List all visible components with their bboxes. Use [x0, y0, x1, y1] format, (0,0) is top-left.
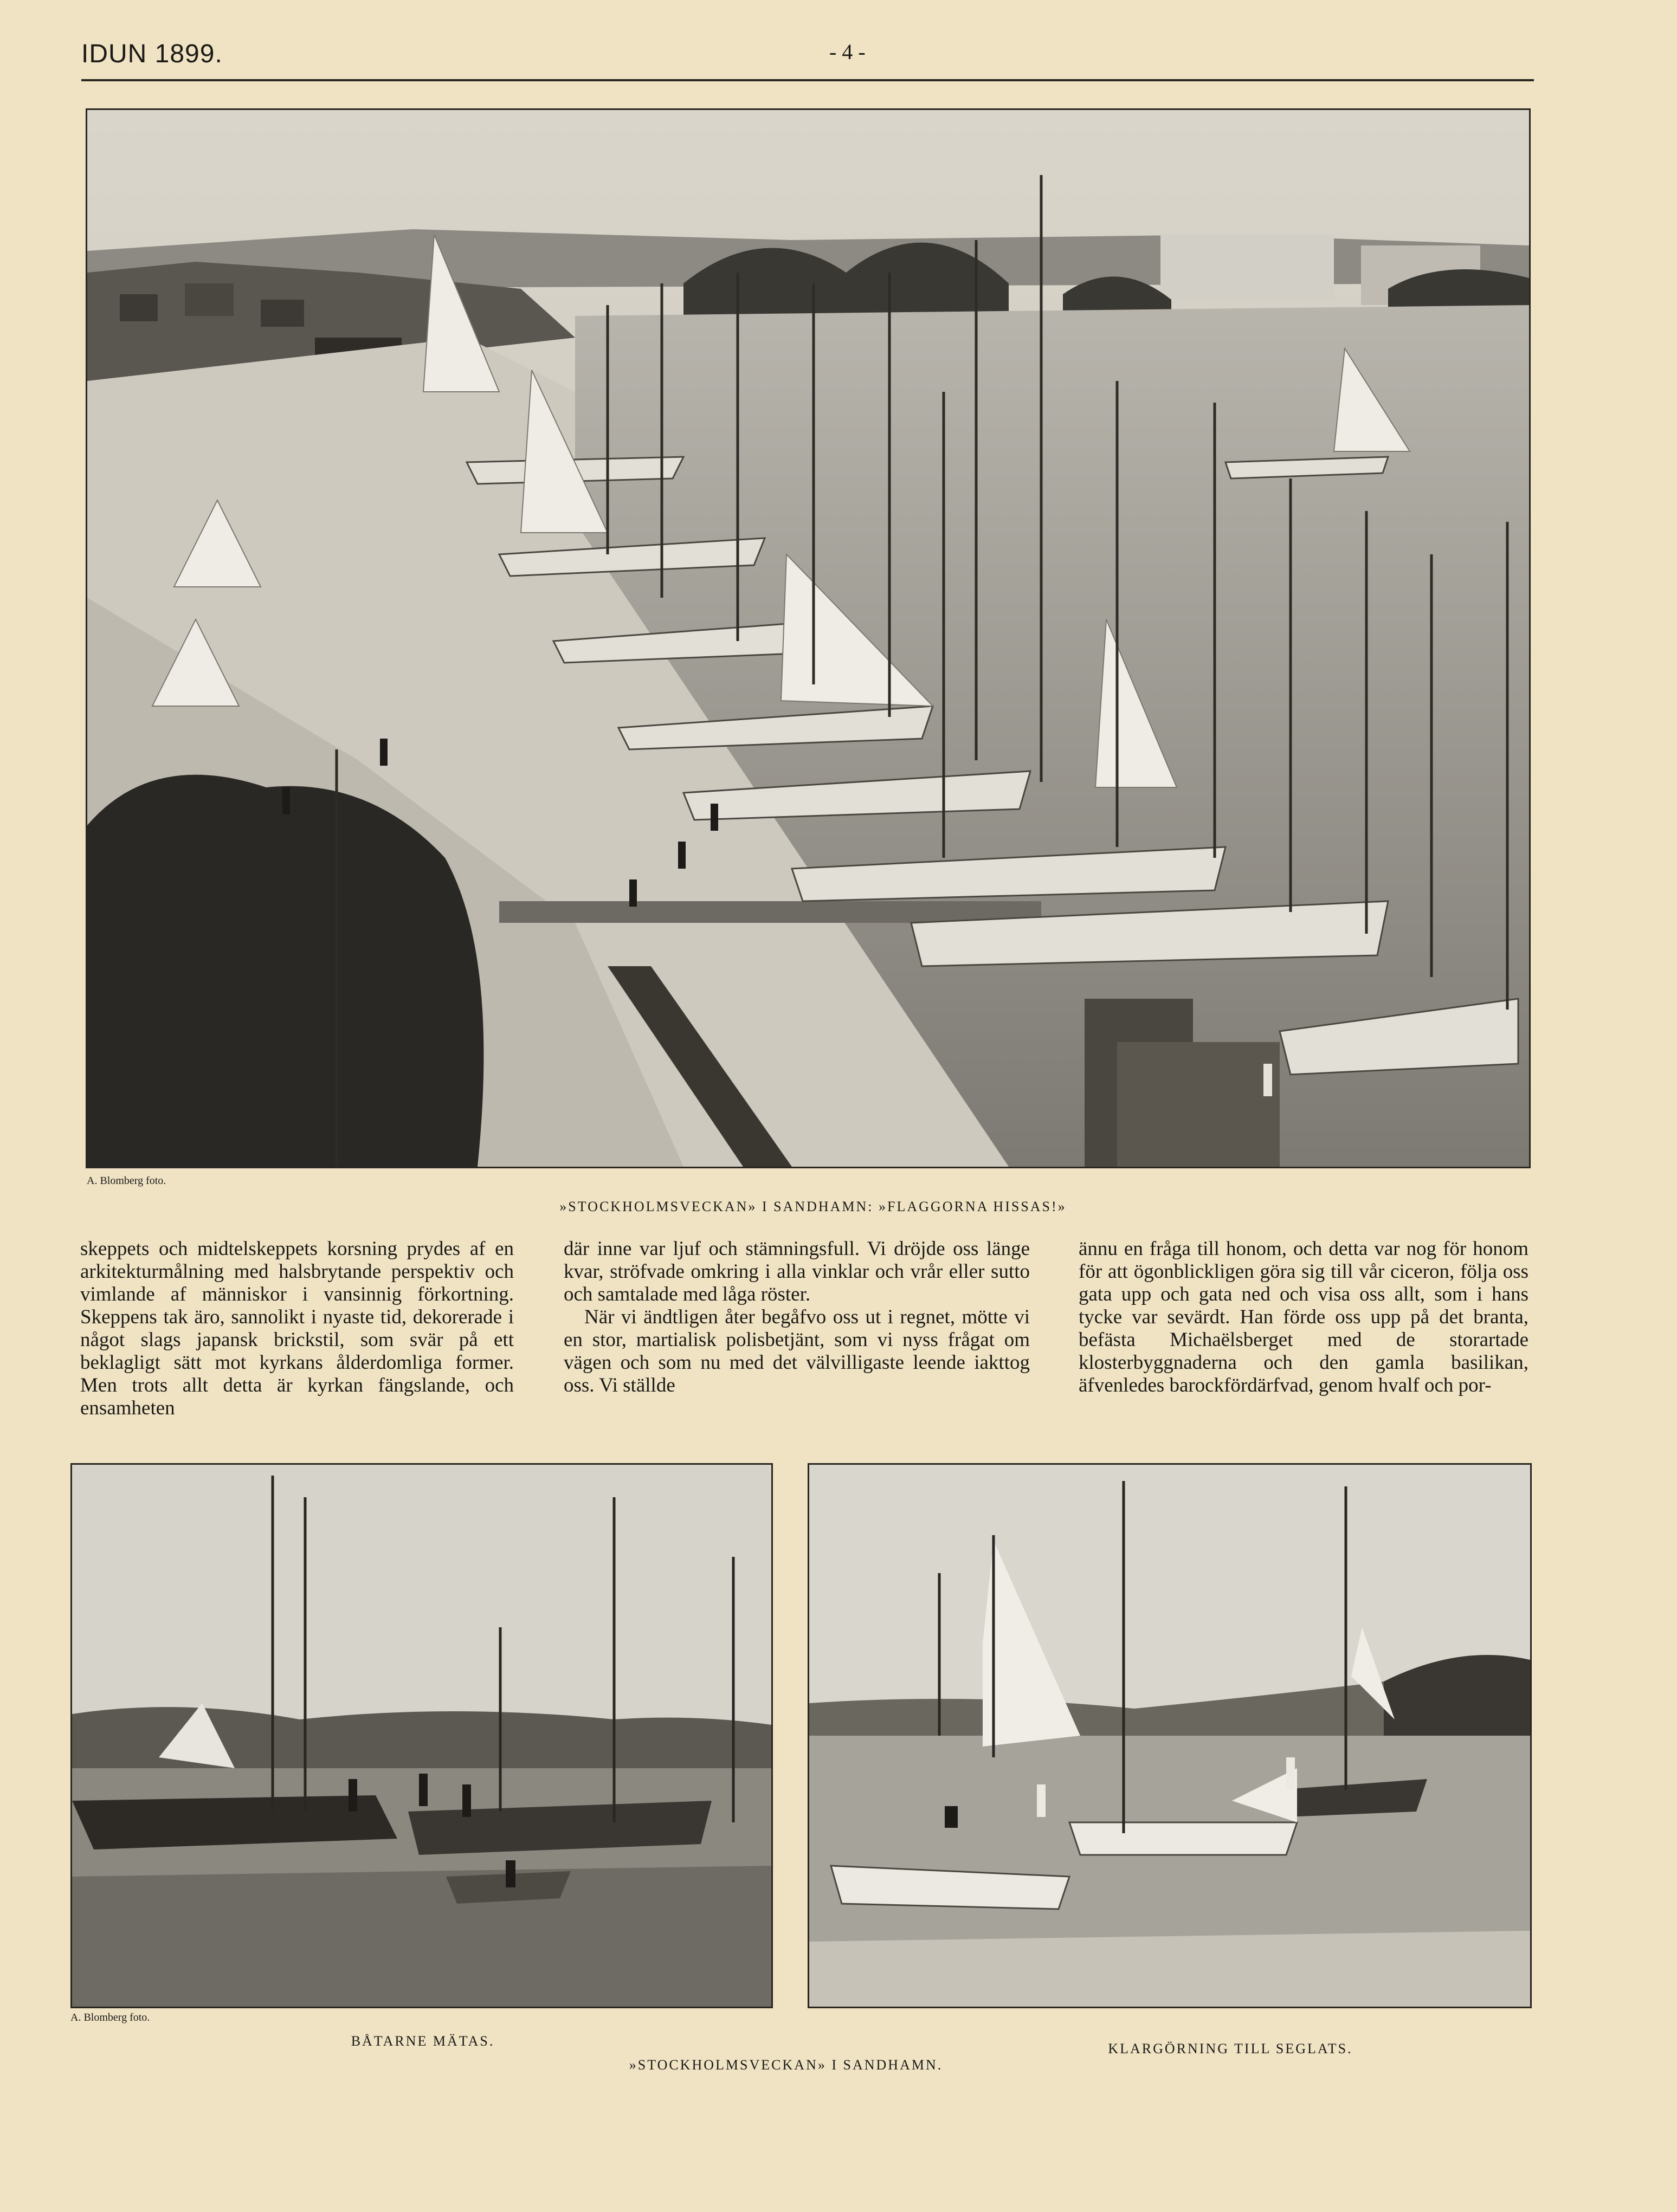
column-2-paragraph-1: där inne var ljuf och stämningsfull. Vi dröjde oss länge kvar, ströfvade omkring i alla vinklar och vrår eller sutto och samtalade med låga röster. [564, 1238, 1030, 1305]
page-number: - 4 - [829, 40, 866, 64]
top-harbor-photo [86, 108, 1531, 1168]
column-3-paragraph: ännu en fråga till honom, och detta var nog för honom för att ögonblickligen göra sig till vår ciceron, följa oss gata upp och gata ned och visa oss allt, som i hans tycke var sevärdt. Han förde oss upp på det branta, befästa Michaëlsberget med de storartade klosterbyggnaderna och den gamla basilikan, äfvenledes barockfördärfvad, genom hvalf och por- [1079, 1238, 1528, 1396]
bottom-photo-credit: A. Blomberg foto. [70, 2012, 150, 2023]
header-rule [81, 79, 1534, 81]
column-2-paragraph-2: När vi ändtligen åter begåfvo oss ut i regnet, mötte vi en stor, martialisk polisbetjänt, som vi nyss frågat om vägen och som nu med det välvilligaste leende iakttog oss. Vi ställde [564, 1306, 1030, 1396]
page-header [81, 39, 1534, 77]
column-1-paragraph: skeppets och midtelskeppets korsning prydes af en arkitekturmålning med halsbrytande perspektiv och vimlande af människor i vansinnig förkortning. Skeppens tak äro, sannolikt i nyaste tid, dekorerade i något slags japansk brickstil, som svär på ett beklagligt sätt mot kyrkans ålderdomliga former. Men trots allt detta är kyrkan fängslande, och ensamheten [80, 1238, 514, 1419]
bottom-left-caption: BÅTARNE MÄTAS. [351, 2033, 495, 2049]
bottom-center-caption: »STOCKHOLMSVECKAN» I SANDHAMN. [629, 2057, 943, 2073]
bottom-right-boats-photo [808, 1463, 1532, 2008]
text-column-2 [564, 1238, 1030, 1397]
bottom-right-caption: KLARGÖRNING TILL SEGLATS. [1108, 2041, 1353, 2056]
publication-title: IDUN 1899. [81, 40, 223, 68]
top-photo-credit: A. Blomberg foto. [87, 1175, 166, 1187]
bottom-left-boats-photo [70, 1463, 773, 2008]
text-column-1 [80, 1238, 514, 1420]
top-photo-caption: »STOCKHOLMSVECKAN» I SANDHAMN: »FLAGGORNA HISSAS!» [559, 1199, 1067, 1214]
text-column-3 [1079, 1238, 1528, 1397]
